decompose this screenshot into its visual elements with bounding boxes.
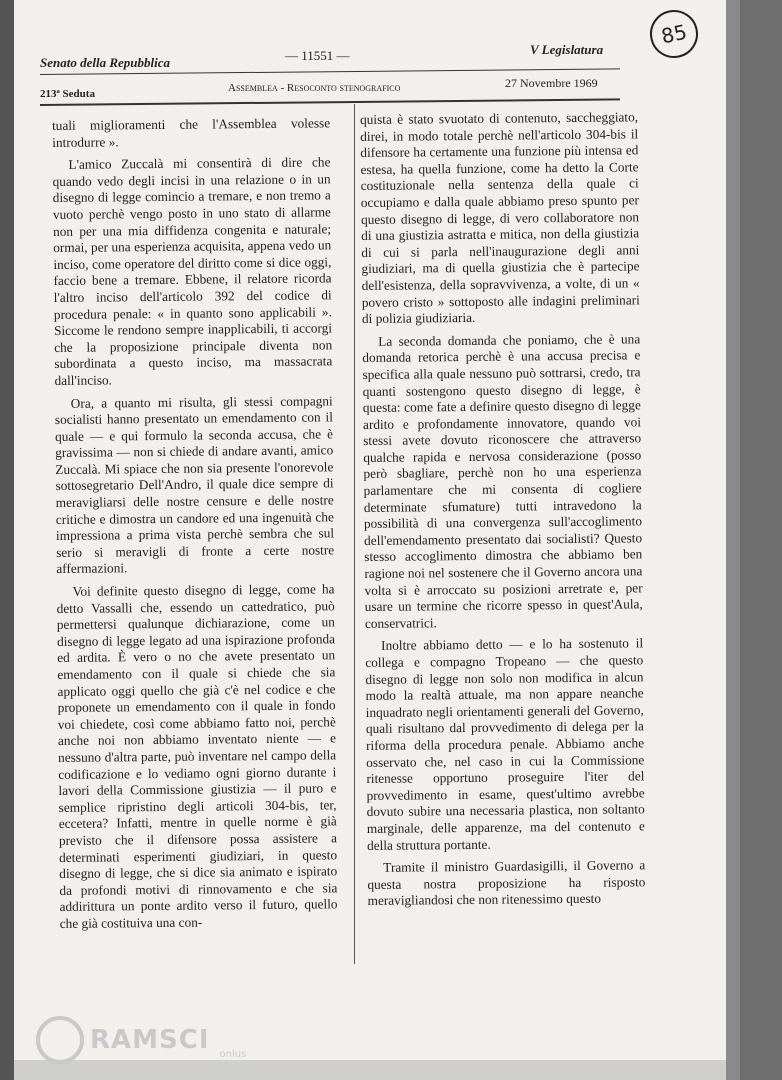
paragraph: Voi definite questo disegno di legge, come ha detto Vassalli che, essendo un cattedratico, può permettersi qualunque dichiarazione, come un disegno di legge legato ad una ispirazione profonda ed ardita. È vero o no che avete presentato un emendamento con il quale si chiede che sia applicato oggi quello che già c'è nel codice e che proponete un emendamento con il quale in fondo voi chiedete, così come abbiamo fatto noi, perchè anche noi non abbiamo inventato niente — e nessuno d'altra parte, può inventare nel campo della codificazione e lo vediamo ogni giorno durante i lavori della Commissione giustizia — il puro e semplice ripristino degli articoli 304-bis, ter, eccetera? Infatti, mentre in quelle norme è già previsto che il difensore possa assistere a determinati esperimenti giudiziari, in questo disegno di legge, che si dice sia animato e ispirato da profondi motivi di rinnovamento e che sia addirittura un ponte ardito verso il futuro, quello che già costituiva una con- — [56, 581, 338, 931]
header-senate: Senato della Repubblica — [40, 55, 170, 70]
paragraph: La seconda domanda che poniamo, che è una domanda retorica perchè è una accusa precisa e specifica alla quale nessuno può sottrarsi, credo, tra quanti sostengono questo disegno di legge, è questa: come fate a definire questo disegno di legge ardito e profondamente innovatore, quando voi stessi avete dovuto riconoscere che attraverso qualche rapida e nervosa considerazione (posso però sbagliare, perchè non ho una esperienza parlamentare che mi consenta di cogliere determinate sfumature) tutti intravedono la possibilità di una convergenza sull'accoglimento dell'emendamento presentato dai socialisti? Questo stesso accoglimento dimostra che abbiamo ben ragione noi nel sostenere che il Governo ancora una volta si è arroccato su posizioni arretrate e, per usare un termine che ricorre spesso in quest'Aula, conservatrici. — [362, 331, 643, 631]
page-number-stamp: 85 — [646, 6, 703, 63]
watermark-circle-icon — [36, 1016, 84, 1064]
paragraph: Ora, a quanto mi risulta, gli stessi compagni socialisti hanno presentato un emendamento con il quale — e qui formulo la seconda accusa, che è gravissima — non si chiede di andare avanti, amico Zuccalà. Mi spiace che non sia presente l'onorevole sottosegretario Dell'Andro, il quale dice sempre di meravigliarsi delle nostre censure e delle nostre critiche e dimostra un candore ed una ingenuità che impressiona a prima vista perchè sembra che sul serio si meravigli di fronte a certe nostre affermazioni. — [54, 392, 335, 577]
paragraph: Inoltre abbiamo detto — e lo ha sostenuto il collega e compagno Tropeano — che questo disegno di legge non solo non modifica in alcun modo la realtà attuale, ma non appare neanche inquadrato negli orientamenti generali del Governo, quali risultano dal provvedimento di delega per la riforma della procedura penale. Abbiamo anche osservato che, nel caso in cui la Commissione ritenesse opportuno proseguire l'iter del provvedimento in esame, quest'ultimo avrebbe dovuto subire una necessaria plastica, non soltanto marginale, delle apparenze, ma del contenuto e della struttura portante. — [365, 635, 645, 853]
column-divider — [354, 104, 355, 964]
paragraph: tuali miglioramenti che l'Assemblea volesse introdurre ». — [52, 115, 331, 150]
header-date: 27 Novembre 1969 — [505, 76, 598, 90]
watermark-sub: onlus — [219, 1049, 247, 1060]
header-session: 213ª Seduta — [40, 88, 95, 100]
paragraph: Tramite il ministro Guardasigilli, il Governo a questa nostra proposizione ha risposto meravigliandosi che non ritenessimo questo — [367, 857, 646, 909]
scan-right-shadow — [740, 0, 782, 1080]
watermark-brand: RAMSCI — [90, 1025, 210, 1055]
scan-left-edge — [0, 0, 14, 1080]
left-column — [52, 115, 338, 938]
header-assembly: Assemblea - Resoconto stenografico — [228, 82, 401, 94]
paragraph: L'amico Zuccalà mi consentirà di dire che quando vedo degli incisi in una relazione o in un disegno di legge comincio a tremare, e non tremo a vuoto perchè vengo posto in uno stato di allarme non per una mia diffidenza congenita e naturale; ormai, per una esperienza acquisita, appena vedo un inciso, come operatore del diritto come si dice oggi, faccio bene a tremare. Ebbene, il relatore ricorda l'altro inciso dell'articolo 392 del codice di procedura penale: « in quanto sono applicabili ». Siccome le rendono sempre inapplicabili, ti accorgi che la proposizione principale diventa non subordinata a questo inciso, ma massacrata dall'inciso. — [52, 154, 333, 388]
header-legislature: V Legislatura — [530, 42, 604, 57]
watermark-logo — [36, 1016, 246, 1064]
paragraph: quista è stato svuotato di contenuto, saccheggiato, direi, in modo totale perchè nell'articolo 304-bis il difensore ha certamente una funzione più intensa ed estesa, ha quella funzione, come ha detto la Corte costituzionale nella sentenza della quale ci occupiamo e dalla quale abbiamo preso spunto per questo disegno di legge, di vero collaboratore non di una giustizia astratta e mitica, non della giustizia di cui si parla nell'inaugurazione degli anni giudiziari, ma di quella giustizia che è partecipe dell'esistenza, della sopravvivenza, a volte, di un « povero cristo » sottoposto alle indagini preliminari di polizia giudiziaria. — [360, 109, 640, 327]
right-column — [360, 109, 646, 916]
header-page-number: — 11551 — — [285, 48, 350, 63]
